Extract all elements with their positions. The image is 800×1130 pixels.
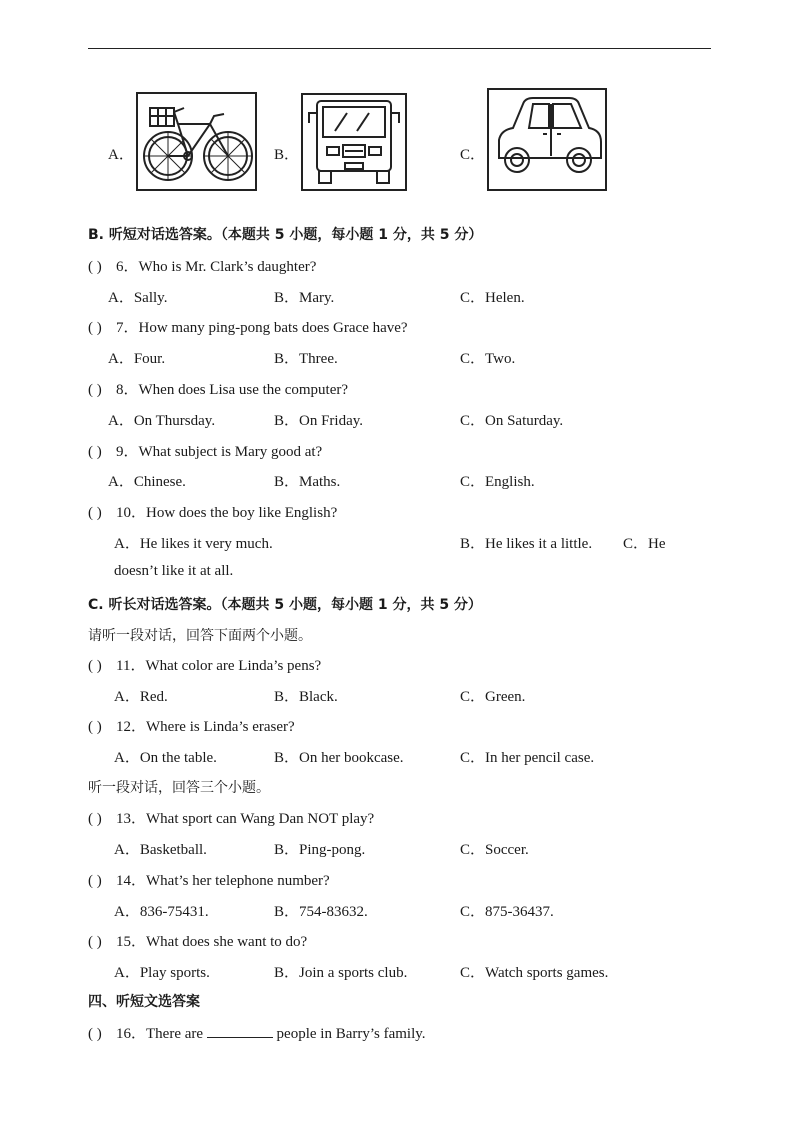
option-a: A．Four. xyxy=(108,351,166,367)
option-a: A．On the table. xyxy=(114,750,217,766)
option-a: A．Sally. xyxy=(108,290,168,306)
option-c: C．Two. xyxy=(460,351,516,367)
header-rule xyxy=(88,48,711,49)
option-a: A．Chinese. xyxy=(108,474,186,490)
section-4-header: 四、听短文选答案 xyxy=(88,994,200,1010)
option-c: C．Helen. xyxy=(460,290,525,306)
option-c-continued: doesn’t like it at all. xyxy=(114,563,234,579)
question-text: 12．Where is Linda’s eraser? xyxy=(116,719,295,735)
question-13 xyxy=(88,807,374,828)
answer-paren: ( ) xyxy=(88,382,102,398)
question-text: 6．Who is Mr. Clark’s daughter? xyxy=(116,259,317,275)
option-c: C．Soccer. xyxy=(460,842,529,858)
question-7 xyxy=(88,316,408,337)
section-c-intro-2: 听一段对话，回答三个小题。 xyxy=(88,780,270,796)
option-a: A．On Thursday. xyxy=(108,413,216,429)
option-b: B．Join a sports club. xyxy=(274,965,408,981)
section-c-intro-1: 请听一段对话，回答下面两个小题。 xyxy=(88,628,312,644)
option-b: B．He likes it a little. xyxy=(460,536,593,552)
answer-paren: ( ) xyxy=(88,658,102,674)
answer-paren: ( ) xyxy=(88,873,102,889)
question-16 xyxy=(88,1022,426,1043)
question-15 xyxy=(88,930,307,951)
bus-front-icon xyxy=(301,93,407,191)
car-icon xyxy=(487,88,607,191)
answer-paren: ( ) xyxy=(88,320,102,336)
option-c: C．Watch sports games. xyxy=(460,965,609,981)
option-c-label: C． xyxy=(460,147,486,163)
answer-paren: ( ) xyxy=(88,811,102,827)
option-c: C．English. xyxy=(460,474,535,490)
question-text: 13．What sport can Wang Dan NOT play? xyxy=(116,811,375,827)
option-c: C．Green. xyxy=(460,689,526,705)
question-6 xyxy=(88,255,316,276)
fill-in-blank[interactable] xyxy=(207,1025,273,1038)
option-a: A．Red. xyxy=(114,689,168,705)
question-text: 10．How does the boy like English? xyxy=(116,505,338,521)
question-12 xyxy=(88,715,295,736)
question-text: 9．What subject is Mary good at? xyxy=(116,444,323,460)
bicycle-icon xyxy=(136,92,257,191)
option-b: B．Mary. xyxy=(274,290,335,306)
option-b-label: B． xyxy=(274,147,300,163)
option-a: A．Basketball. xyxy=(114,842,207,858)
option-c: C．He xyxy=(623,536,666,552)
question-text: 8．When does Lisa use the computer? xyxy=(116,382,349,398)
option-a: A．He likes it very much. xyxy=(114,536,273,552)
option-b: B．Maths. xyxy=(274,474,341,490)
option-b: B．On Friday. xyxy=(274,413,364,429)
question-10 xyxy=(88,501,337,522)
answer-paren: ( ) xyxy=(88,934,102,950)
question-14 xyxy=(88,869,330,890)
question-text: 16．There are xyxy=(116,1026,204,1042)
answer-paren: ( ) xyxy=(88,719,102,735)
option-c: C．In her pencil case. xyxy=(460,750,595,766)
answer-paren: ( ) xyxy=(88,1026,102,1042)
option-c: C．On Saturday. xyxy=(460,413,564,429)
question-8 xyxy=(88,378,348,399)
section-b-header: B. 听短对话选答案。（本题共 5 小题，每小题 1 分，共 5 分） xyxy=(88,227,483,243)
question-text: 7．How many ping-pong bats does Grace have? xyxy=(116,320,408,336)
question-9 xyxy=(88,440,322,461)
question-text: 11．What color are Linda’s pens? xyxy=(116,658,322,674)
question-text-continued: people in Barry’s family. xyxy=(276,1026,426,1042)
question-text: 14．What’s her telephone number? xyxy=(116,873,330,889)
question-11 xyxy=(88,654,321,675)
option-b: B．754-83632. xyxy=(274,904,368,920)
question-text: 15．What does she want to do? xyxy=(116,934,308,950)
answer-paren: ( ) xyxy=(88,444,102,460)
option-a: A．Play sports. xyxy=(114,965,210,981)
option-b: B．On her bookcase. xyxy=(274,750,404,766)
option-b: B．Black. xyxy=(274,689,338,705)
option-c: C．875-36437. xyxy=(460,904,554,920)
option-b: B．Three. xyxy=(274,351,338,367)
answer-paren: ( ) xyxy=(88,505,102,521)
option-a: A．836-75431. xyxy=(114,904,209,920)
option-b: B．Ping-pong. xyxy=(274,842,366,858)
section-c-header: C. 听长对话选答案。（本题共 5 小题，每小题 1 分，共 5 分） xyxy=(88,597,482,613)
option-a-label: A． xyxy=(108,147,134,163)
answer-paren: ( ) xyxy=(88,259,102,275)
